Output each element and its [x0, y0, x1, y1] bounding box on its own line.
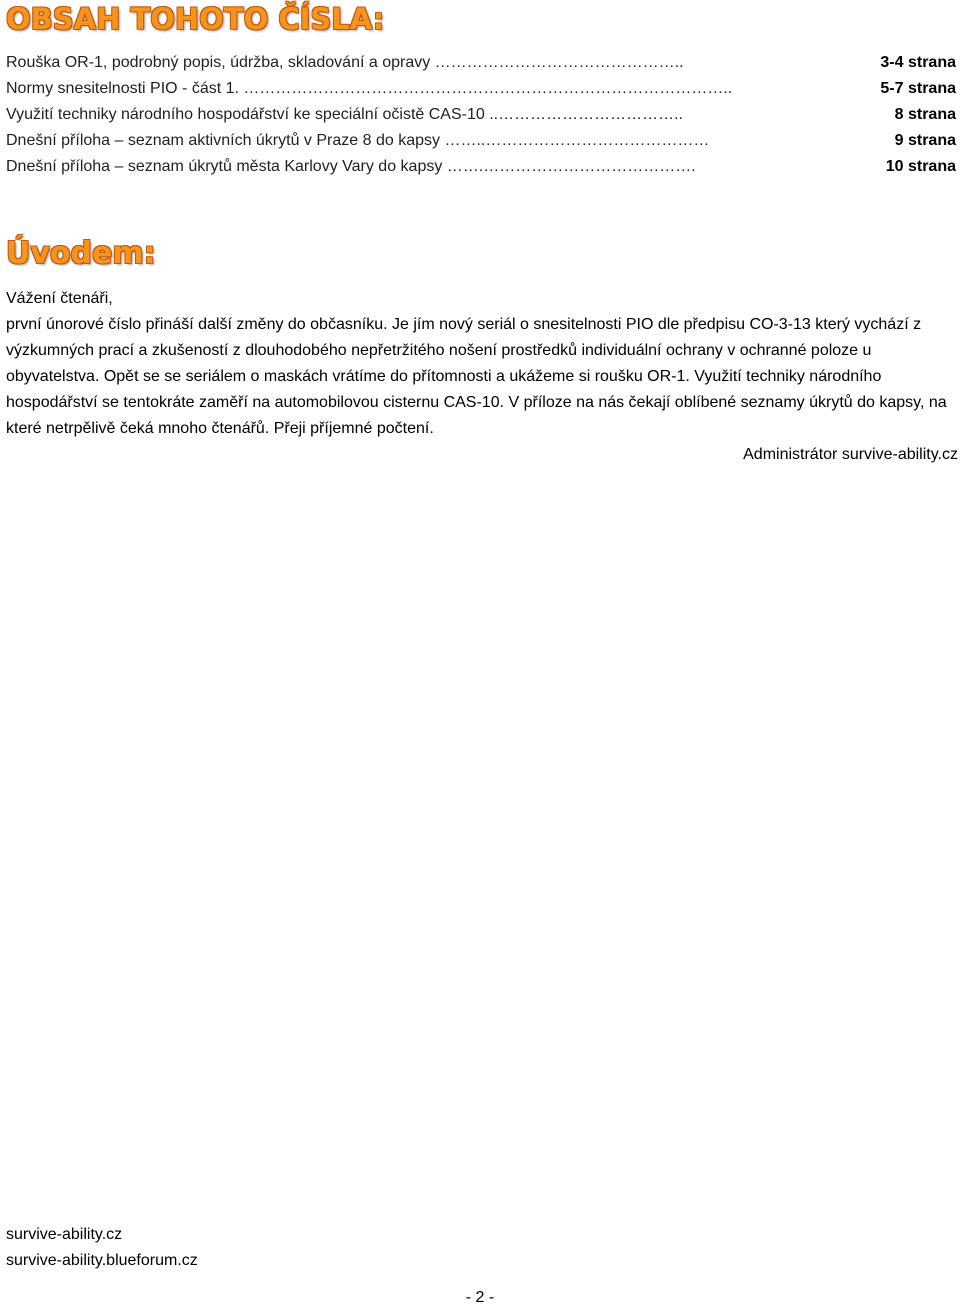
toc-entry-page: 3-4 strana — [880, 54, 956, 71]
toc-row — [6, 52, 956, 74]
toc-entry-title: Využití techniky národního hospodářství ke speciální očistě CAS-10 ..…………………………….. — [6, 106, 683, 123]
toc-entry-page: 5-7 strana — [880, 80, 956, 97]
intro-heading: Úvodem: — [6, 236, 156, 271]
toc-entry-title: Normy snesitelnosti PIO - část 1. ……………………………………………………………………………….. — [6, 80, 733, 97]
footer-link-forum[interactable]: survive-ability.blueforum.cz — [6, 1252, 198, 1269]
toc-entry-title: Dnešní příloha – seznam aktivních úkrytů v Praze 8 do kapsy ……..…………………………………… — [6, 132, 710, 149]
toc-entry-title: Rouška OR-1, podrobný popis, údržba, skladování a opravy ……………………………………….. — [6, 54, 684, 71]
toc-entry-page: 9 strana — [894, 132, 956, 149]
toc-row — [6, 78, 956, 100]
toc-row — [6, 130, 956, 152]
greeting: Vážení čtenáři, — [6, 290, 113, 307]
toc-row — [6, 104, 956, 126]
toc-entry-page: 10 strana — [885, 158, 956, 175]
toc-row — [6, 156, 956, 178]
page-number: - 2 - — [465, 1289, 495, 1306]
signature: Administrátor survive-ability.cz — [743, 446, 958, 463]
toc-heading: OBSAH TOHOTO ČÍSLA: — [6, 2, 385, 36]
footer-link-website[interactable]: survive-ability.cz — [6, 1226, 123, 1243]
toc-entry-title: Dnešní příloha – seznam úkrytů města Karlovy Vary do kapsy …….…………………………………. — [6, 158, 696, 175]
intro-paragraph: první únorové číslo přináší další změny do občasníku. Je jím nový seriál o snesitelnosti PIO dle předpisu CO-3-13 který vychází z výzkumných prací a zkušeností z dlouhodobého nepřetržitého nošení prostředků individuální ochrany v ochranné poloze u obyvatelstva. Opět se se seriálem o maskách vrátíme do přítomnosti a ukážeme si roušku OR-1. Využití techniky národního hospodářství se tentokráte zaměří na automobilovou cisternu CAS-10. V příloze na nás čekají oblíbené seznamy úkrytů do kapsy, na které netrpělivě čeká mnoho čtenářů. Přeji příjemné počtení. — [6, 316, 947, 437]
toc-entry-page: 8 strana — [894, 106, 956, 123]
